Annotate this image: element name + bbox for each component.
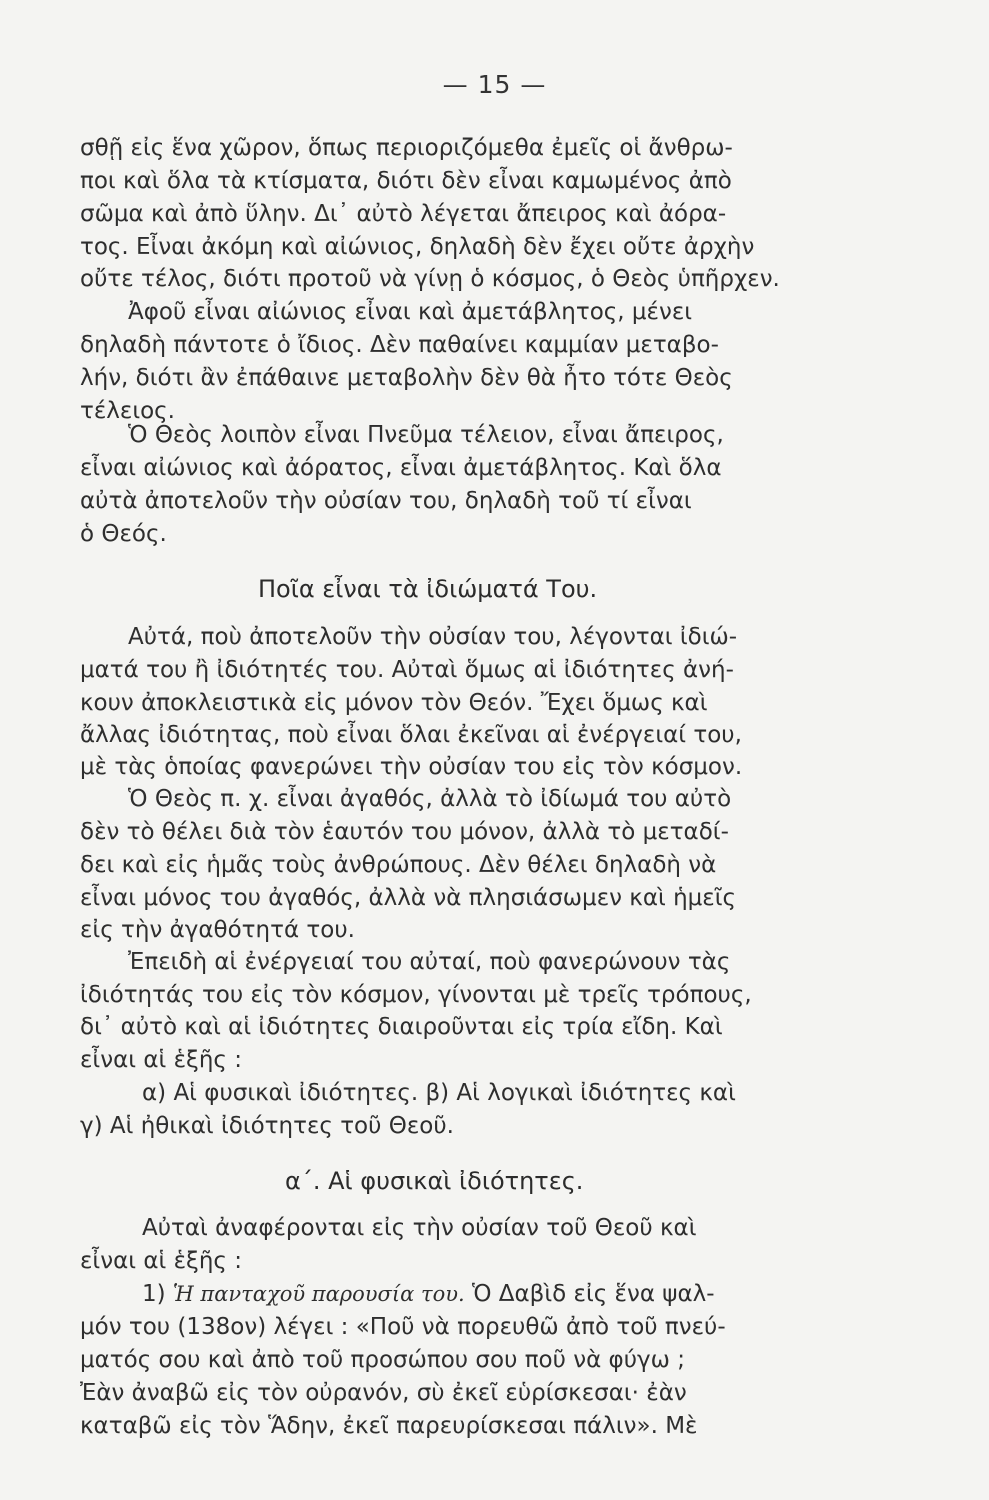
text-line: ὁ Θεός.	[80, 521, 167, 547]
text-line: ἰδιότητάς του εἰς τὸν κόσμον, γίνονται μὲ τρεῖς τρόπους,	[80, 982, 752, 1008]
text-line: κουν ἀποκλειστικὰ εἰς μόνον τὸν Θεόν. Ἔχει ὅμως καὶ	[80, 690, 708, 716]
text-line: ποι καὶ ὅλα τὰ κτίσματα, διότι δὲν εἶναι καμωμένος ἀπὸ	[80, 168, 732, 194]
item-title: Ἡ πανταχοῦ παρουσία του.	[172, 1282, 465, 1306]
section-heading: Ποῖα εἶναι τὰ ἰδιώματά Του.	[258, 575, 598, 603]
text-line: τέλειος.	[80, 398, 175, 424]
text-line: δει καὶ εἰς ἡμᾶς τοὺς ἀνθρώπους. Δὲν θέλει δηλαδὴ νὰ	[80, 852, 717, 878]
text-line: εἶναι αἰώνιος καὶ ἀόρατος, εἶναι ἀμετάβλητος. Καὶ ὅλα	[80, 455, 722, 481]
text-line: ματός σου καὶ ἀπὸ τοῦ προσώπου σου ποῦ νὰ φύγω ;	[80, 1347, 685, 1373]
text-line: σθῇ εἰς ἕνα χῶρον, ὅπως περιοριζόμεθα ἐμεῖς οἱ ἄνθρω-	[80, 135, 733, 161]
text-line: ἄλλας ἰδιότητας, ποὺ εἶναι ὅλαι ἐκεῖναι αἱ ἐνέργειαί του,	[80, 722, 742, 748]
text-line: ματά του ἢ ἰδιότητές του. Αὐταὶ ὅμως αἱ ἰδιότητες ἀνή-	[80, 657, 734, 683]
text-line: λήν, διότι ἂν ἐπάθαινε μεταβολὴν δὲν θὰ ἦτο τότε Θεὸς	[80, 365, 733, 391]
text-line: Ὁ Θεὸς π. χ. εἶναι ἀγαθός, ἀλλὰ τὸ ἰδίωμά του αὐτὸ	[128, 786, 732, 812]
text-line: Αὐταὶ ἀναφέρονται εἰς τὴν οὐσίαν τοῦ Θεοῦ καὶ	[142, 1215, 697, 1241]
text-line: αὐτὰ ἀποτελοῦν τὴν οὐσίαν του, δηλαδὴ τοῦ τί εἶναι	[80, 488, 692, 514]
text-line: Ἐὰν ἀναβῶ εἰς τὸν οὐρανόν, σὺ ἐκεῖ εὑρίσκεσαι· ἐὰν	[80, 1380, 687, 1406]
text-line: δηλαδὴ πάντοτε ὁ ἴδιος. Δὲν παθαίνει καμμίαν μεταβο-	[80, 332, 719, 358]
text-line: εἶναι αἱ ἑξῆς :	[80, 1248, 242, 1274]
text-line: μόν του (138ον) λέγει : «Ποῦ νὰ πορευθῶ ἀπὸ τοῦ πνεύ-	[80, 1314, 726, 1340]
section-heading: α΄. Αἱ φυσικαὶ ἰδιότητες.	[285, 1167, 584, 1195]
item-number: 1)	[142, 1281, 173, 1307]
text-line: α) Αἱ φυσικαὶ ἰδιότητες. β) Αἱ λογικαὶ ἰδιότητες καὶ	[142, 1080, 736, 1106]
text-line: τος. Εἶναι ἀκόμη καὶ αἰώνιος, δηλαδὴ δὲν ἔχει οὔτε ἀρχὴν	[80, 234, 755, 260]
text-line: Ἀφοῦ εἶναι αἰώνιος εἶναι καὶ ἀμετάβλητος, μένει	[128, 299, 693, 325]
text-line: εἶναι μόνος του ἀγαθός, ἀλλὰ νὰ πλησιάσωμεν καὶ ἡμεῖς	[80, 885, 737, 911]
text-line: Ὁ Θεὸς λοιπὸν εἶναι Πνεῦμα τέλειον, εἶναι ἄπειρος,	[128, 422, 724, 448]
text-line: δι᾽ αὐτὸ καὶ αἱ ἰδιότητες διαιροῦνται εἰς τρία εἴδη. Καὶ	[80, 1014, 723, 1040]
page-number: — 15 —	[442, 70, 547, 99]
text-line: σῶμα καὶ ἀπὸ ὕλην. Δι᾽ αὐτὸ λέγεται ἄπειρος καὶ ἀόρα-	[80, 201, 727, 227]
text-line: εἰς τὴν ἀγαθότητά του.	[80, 917, 355, 943]
text-line: καταβῶ εἰς τὸν Ἅδην, ἐκεῖ παρευρίσκεσαι πάλιν». Μὲ	[80, 1413, 698, 1439]
text-line: οὔτε τέλος, διότι προτοῦ νὰ γίνῃ ὁ κόσμος, ὁ Θεὸς ὑπῆρχεν.	[80, 266, 780, 292]
text-line: Ἐπειδὴ αἱ ἐνέργειαί του αὐταί, ποὺ φανερώνουν τὰς	[128, 949, 731, 975]
text-line: εἶναι αἱ ἑξῆς :	[80, 1047, 242, 1073]
text-line: μὲ τὰς ὁποίας φανερώνει τὴν οὐσίαν του εἰς τὸν κόσμον.	[80, 754, 743, 780]
text-line: δὲν τὸ θέλει διὰ τὸν ἑαυτόν του μόνον, ἀλλὰ τὸ μεταδί-	[80, 819, 729, 845]
item-text: Ὁ Δαβὶδ εἰς ἕνα ψαλ-	[464, 1281, 715, 1307]
text-line: Αὐτά, ποὺ ἀποτελοῦν τὴν οὐσίαν του, λέγονται ἰδιώ-	[128, 624, 738, 650]
numbered-item	[142, 1279, 715, 1309]
text-line: γ) Αἱ ἠθικαὶ ἰδιότητες τοῦ Θεοῦ.	[80, 1113, 454, 1139]
